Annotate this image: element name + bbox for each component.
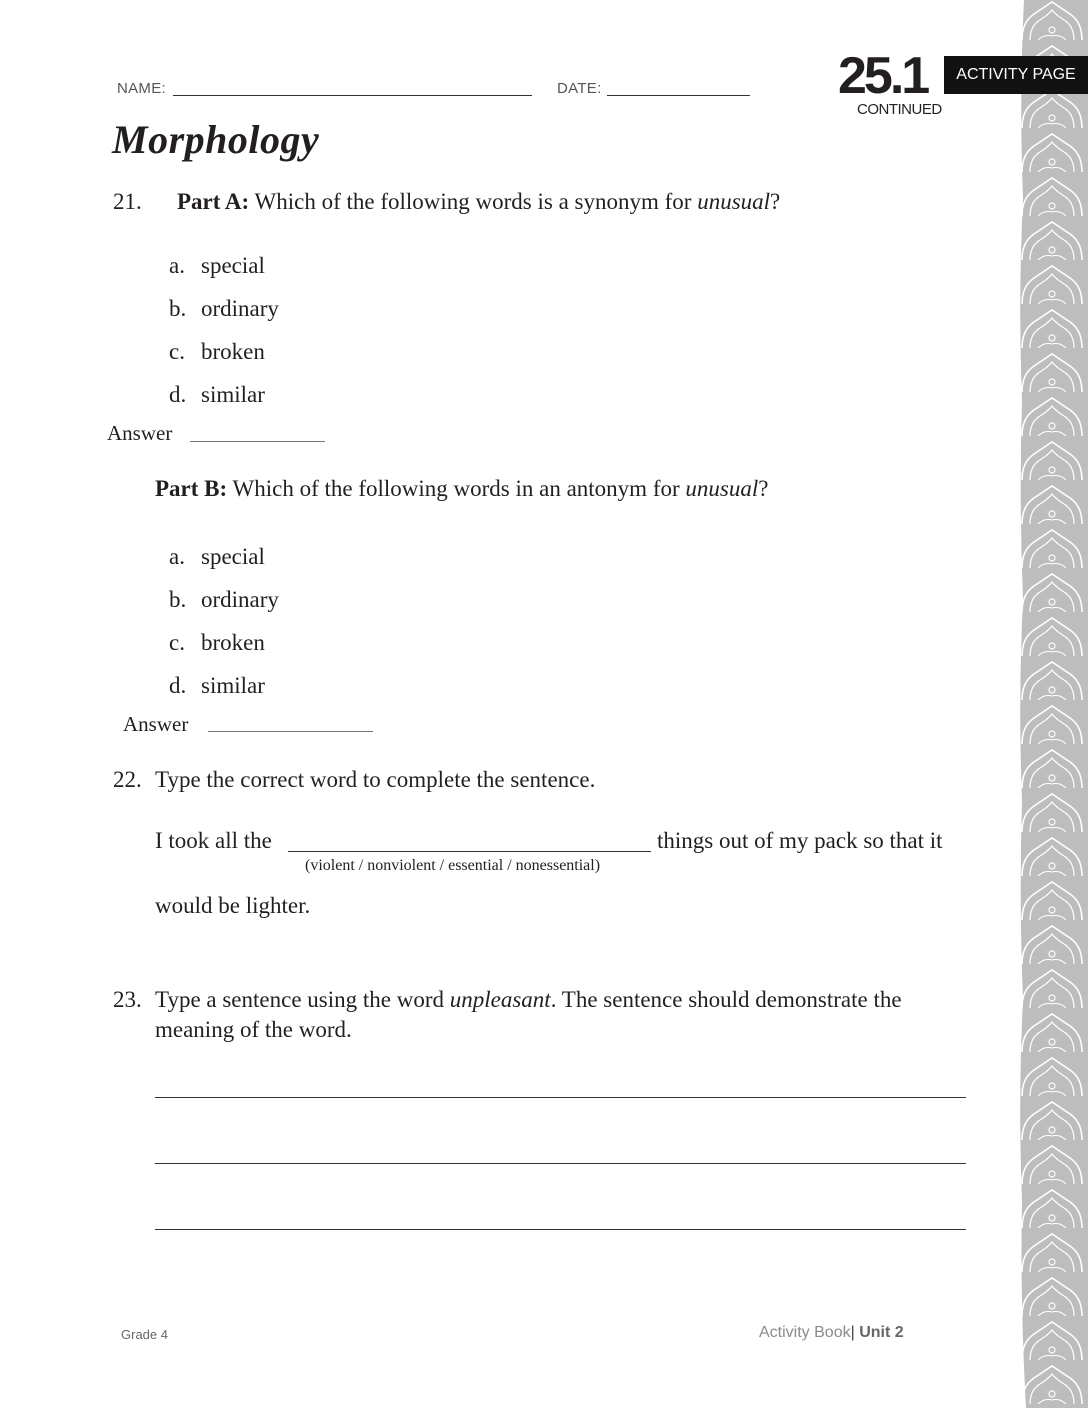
answer-label-b: Answer bbox=[123, 712, 189, 736]
option-letter: b. bbox=[169, 296, 187, 321]
question-21-number: 21. bbox=[113, 189, 142, 214]
footer-book bbox=[759, 1324, 904, 1342]
name-label: NAME: bbox=[117, 80, 167, 97]
page-title: Morphology bbox=[112, 117, 320, 162]
option-b[interactable] bbox=[169, 294, 279, 324]
answer-label-a: Answer bbox=[107, 421, 173, 445]
part-a-end: ? bbox=[770, 189, 781, 214]
option-letter: c. bbox=[169, 630, 185, 655]
footer-unit: Unit 2 bbox=[859, 1324, 904, 1341]
question-22-prompt: Type the correct word to complete the sentence. bbox=[155, 767, 596, 792]
option-letter: d. bbox=[169, 673, 187, 698]
question-21-part-b bbox=[155, 474, 768, 504]
question-23-prompt bbox=[155, 985, 902, 1015]
question-22-number: 22. bbox=[113, 767, 142, 792]
date-label: DATE: bbox=[557, 80, 602, 97]
option-letter: c. bbox=[169, 339, 185, 364]
activity-page-badge: ACTIVITY PAGE bbox=[944, 56, 1088, 94]
option-text: ordinary bbox=[201, 587, 279, 612]
name-field-line[interactable] bbox=[173, 95, 532, 96]
sentence-blank-field[interactable] bbox=[288, 851, 651, 852]
option-c[interactable] bbox=[169, 337, 265, 367]
continued-label: CONTINUED bbox=[857, 101, 942, 118]
option-b[interactable] bbox=[169, 585, 279, 615]
option-d[interactable] bbox=[169, 671, 265, 701]
option-a[interactable] bbox=[169, 542, 265, 572]
date-field-line[interactable] bbox=[607, 95, 750, 96]
question-21-part-a bbox=[177, 187, 780, 217]
part-b-text: Which of the following words in an antonym for bbox=[227, 476, 686, 501]
option-text: special bbox=[201, 253, 265, 278]
option-text: similar bbox=[201, 673, 265, 698]
part-b-term: unusual bbox=[685, 476, 759, 501]
option-text: broken bbox=[201, 630, 265, 655]
option-letter: b. bbox=[169, 587, 187, 612]
writing-line-2[interactable] bbox=[155, 1163, 966, 1164]
prompt-term: unpleasant bbox=[449, 987, 551, 1012]
answer-field-b[interactable] bbox=[208, 731, 373, 732]
activity-number: 25.1 bbox=[838, 47, 928, 105]
option-text: special bbox=[201, 544, 265, 569]
part-a-text: Which of the following words is a synonym for bbox=[249, 189, 698, 214]
footer-separator: | bbox=[850, 1324, 855, 1341]
sentence-mid: things out of my pack so that it bbox=[657, 828, 943, 853]
word-choices: (violent / nonviolent / essential / nonessential) bbox=[305, 857, 601, 874]
decorative-border-pattern-icon bbox=[1016, 0, 1088, 1408]
option-c[interactable] bbox=[169, 628, 265, 658]
question-23-prompt-line-2: meaning of the word. bbox=[155, 1017, 352, 1042]
part-a-label: Part A: bbox=[177, 189, 250, 214]
writing-line-1[interactable] bbox=[155, 1097, 966, 1098]
option-d[interactable] bbox=[169, 380, 265, 410]
option-letter: d. bbox=[169, 382, 187, 407]
prompt-start: Type a sentence using the word bbox=[155, 987, 450, 1012]
part-a-term: unusual bbox=[697, 189, 771, 214]
option-a[interactable] bbox=[169, 251, 265, 281]
option-text: ordinary bbox=[201, 296, 279, 321]
sentence-start: I took all the bbox=[155, 828, 272, 853]
option-letter: a. bbox=[169, 544, 185, 569]
question-23-number: 23. bbox=[113, 987, 142, 1012]
prompt-end: . The sentence should demonstrate the bbox=[550, 987, 902, 1012]
option-text: similar bbox=[201, 382, 265, 407]
writing-line-3[interactable] bbox=[155, 1229, 966, 1230]
option-text: broken bbox=[201, 339, 265, 364]
footer-book-title: Activity Book bbox=[759, 1324, 851, 1341]
footer-grade: Grade 4 bbox=[121, 1327, 168, 1342]
part-b-end: ? bbox=[758, 476, 769, 501]
option-letter: a. bbox=[169, 253, 185, 278]
answer-field-a[interactable] bbox=[190, 441, 325, 442]
part-b-label: Part B: bbox=[155, 476, 228, 501]
sentence-end: would be lighter. bbox=[155, 893, 311, 918]
